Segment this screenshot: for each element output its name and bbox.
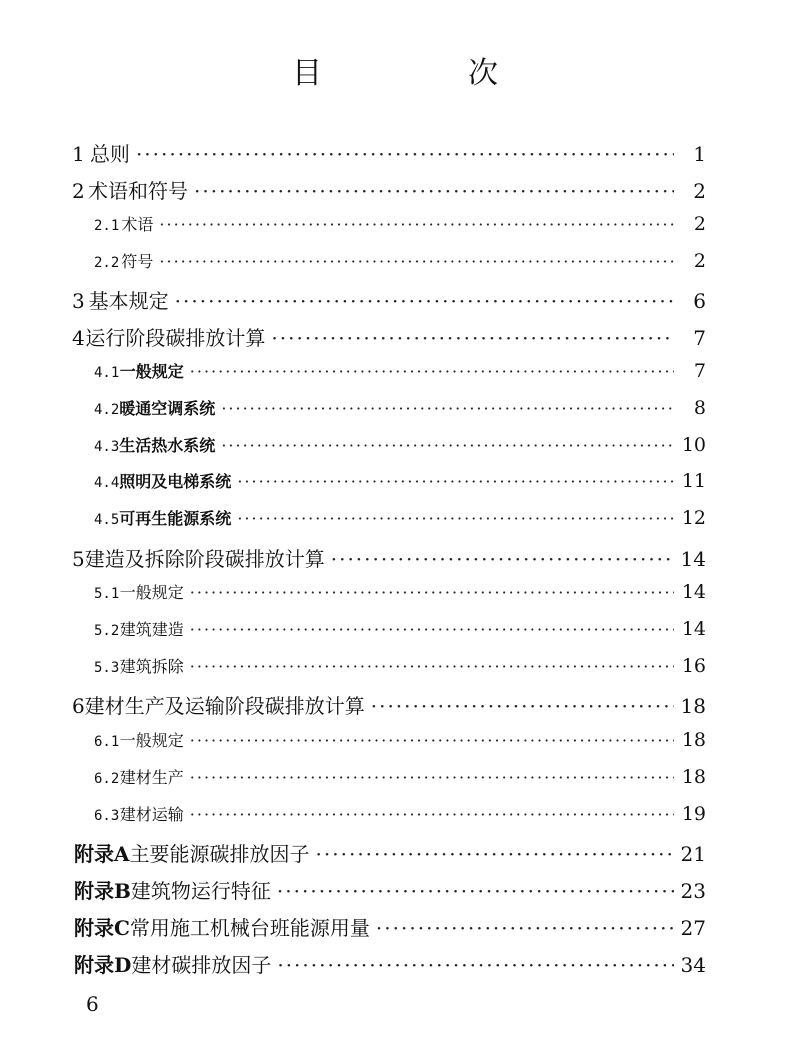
toc-entry[interactable]: [94, 654, 706, 684]
toc-entry-label: 符号: [121, 252, 154, 271]
toc-entry-label: 建材生产及运输阶段碳排放计算: [84, 694, 365, 718]
toc-entry[interactable]: [94, 433, 706, 463]
toc-entry-number: 2.1: [94, 218, 120, 234]
toc-entry[interactable]: [74, 912, 706, 942]
toc-entry-page: 16: [681, 655, 706, 677]
toc-leader-dots: [190, 657, 674, 676]
page-title: 目 次: [292, 56, 556, 91]
toc-leader-dots: [136, 142, 674, 166]
toc-entry-label: 一般规定: [119, 731, 184, 750]
toc-entry-page: 23: [680, 879, 706, 903]
toc-leader-dots: [237, 472, 674, 491]
toc-entry[interactable]: [74, 838, 706, 868]
toc-entry-label: 常用施工机械台班能源用量: [129, 916, 370, 940]
toc-entry[interactable]: [94, 728, 706, 758]
toc-entry-number: 6.1: [94, 734, 120, 750]
toc-entry[interactable]: [74, 875, 706, 905]
toc-entry-number: 2: [72, 179, 85, 203]
toc-entry[interactable]: [94, 617, 706, 647]
toc-entry-number: 6: [72, 694, 85, 718]
page-number: 6: [86, 992, 99, 1016]
toc-entry[interactable]: [94, 249, 706, 279]
toc-entry-label: 运行阶段碳排放计算: [85, 326, 266, 350]
toc-leader-dots: [221, 436, 674, 455]
toc-entry-label: 建筑物运行特征: [130, 879, 271, 903]
toc-entry-label: 建筑建造: [119, 620, 184, 639]
toc-entry-page: 14: [681, 618, 706, 640]
toc-leader-dots: [190, 362, 674, 381]
toc-entry-page: 18: [681, 729, 706, 751]
toc-entry[interactable]: [94, 359, 706, 389]
toc-entry-page: 10: [681, 434, 706, 456]
toc-entry[interactable]: [94, 212, 706, 242]
toc-entry-label: 总则: [89, 142, 130, 166]
toc-leader-dots: [175, 289, 674, 313]
toc-leader-dots: [331, 547, 674, 571]
toc-entry-page: 12: [681, 507, 706, 529]
toc-entry-page: 1: [693, 142, 706, 166]
toc-entry-label: 一般规定: [119, 362, 184, 381]
toc-entry-label: 主要能源碳排放因子: [129, 842, 310, 866]
toc-leader-dots: [277, 953, 674, 977]
toc-entry-number: 附录C: [74, 916, 130, 940]
toc-entry-page: 21: [680, 842, 706, 866]
toc-entry[interactable]: [72, 322, 706, 352]
toc-leader-dots: [271, 326, 674, 350]
toc-entry-number: 3: [72, 289, 85, 313]
toc-entry-label: 建筑拆除: [119, 657, 184, 676]
toc-entry[interactable]: [94, 469, 706, 499]
toc-entry-number: 附录D: [74, 953, 132, 977]
toc-entry-page: 2: [693, 213, 706, 235]
toc-entry-page: 11: [681, 470, 706, 492]
toc-leader-dots: [190, 805, 674, 824]
toc-entry-label: 暖通空调系统: [119, 399, 216, 418]
toc-entry-number: 1: [72, 142, 85, 166]
toc-entry-page: 27: [680, 916, 706, 940]
toc-entry-label: 可再生能源系统: [119, 509, 232, 528]
toc-entry[interactable]: [94, 765, 706, 795]
toc-entry-page: 6: [693, 289, 706, 313]
toc-entry-label: 术语和符号: [88, 179, 188, 203]
toc-entry[interactable]: [72, 690, 706, 720]
toc-leader-dots: [190, 583, 674, 602]
toc-entry-number: 5: [72, 547, 85, 571]
toc-entry[interactable]: [94, 802, 706, 832]
toc-entry-number: 5.1: [94, 586, 120, 602]
toc-entry[interactable]: [94, 396, 706, 426]
toc-entry-number: 4.2: [94, 402, 120, 418]
toc-leader-dots: [371, 694, 674, 718]
toc-entry-number: 附录B: [74, 879, 131, 903]
toc-entry-number: 6.2: [94, 771, 120, 787]
toc-entry[interactable]: [72, 138, 706, 168]
toc-leader-dots: [159, 252, 674, 271]
toc-entry[interactable]: [94, 506, 706, 536]
toc-leader-dots: [190, 620, 674, 639]
toc-entry-page: 14: [680, 547, 706, 571]
toc-entry-page: 7: [693, 360, 706, 382]
toc-leader-dots: [277, 879, 674, 903]
toc-leader-dots: [194, 179, 674, 203]
toc-entry-label: 生活热水系统: [119, 436, 216, 455]
toc-entry-number: 4.3: [94, 439, 120, 455]
toc-entry-label: 建造及拆除阶段碳排放计算: [84, 547, 325, 571]
toc-leader-dots: [237, 509, 674, 528]
toc-leader-dots: [159, 215, 674, 234]
toc-entry[interactable]: [72, 543, 706, 573]
toc-entry-label: 建材运输: [119, 805, 184, 824]
toc-leader-dots: [190, 731, 674, 750]
toc-entry-label: 建材碳排放因子: [131, 953, 272, 977]
toc-entry-page: 8: [693, 397, 706, 419]
toc-entry-number: 6.3: [94, 808, 120, 824]
toc-entry-page: 2: [693, 179, 706, 203]
toc-leader-dots: [376, 916, 674, 940]
toc-leader-dots: [190, 768, 674, 787]
toc-entry[interactable]: [72, 285, 706, 315]
toc-entry-page: 2: [693, 250, 706, 272]
toc-entry-page: 18: [680, 694, 706, 718]
toc-entry-number: 2.2: [94, 255, 120, 271]
toc-entry-label: 一般规定: [119, 583, 184, 602]
toc-entry-page: 34: [680, 953, 706, 977]
toc-entry-label: 基本规定: [88, 289, 169, 313]
toc-entry-page: 14: [681, 581, 706, 603]
toc-entry-number: 5.3: [94, 660, 120, 676]
toc-entry-number: 4.1: [94, 365, 120, 381]
toc-entry-page: 18: [681, 766, 706, 788]
toc-entry-label: 建材生产: [119, 768, 184, 787]
toc-leader-dots: [316, 842, 674, 866]
toc-entry-number: 4.5: [94, 512, 120, 528]
toc-entry-number: 5.2: [94, 623, 120, 639]
toc-entry-label: 术语: [121, 215, 154, 234]
toc-entry[interactable]: [72, 175, 706, 205]
toc-entry-number: 附录A: [74, 842, 130, 866]
toc-leader-dots: [221, 399, 674, 418]
toc-entry-label: 照明及电梯系统: [119, 472, 232, 491]
toc-entry-number: 4: [72, 326, 85, 350]
toc-entry-number: 4.4: [94, 475, 120, 491]
toc-entry[interactable]: [94, 580, 706, 610]
toc-entry[interactable]: [74, 949, 706, 979]
toc-entry-page: 7: [693, 326, 706, 350]
toc-entry-page: 19: [681, 803, 706, 825]
